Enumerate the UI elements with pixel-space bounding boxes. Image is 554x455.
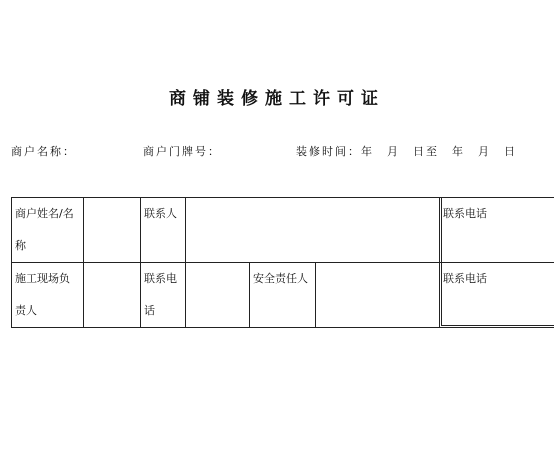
phone-header-text: 联系电话: [443, 207, 487, 220]
contact-phone-header: 联系电话: [141, 263, 186, 328]
decoration-period: [296, 144, 517, 160]
phone-header-2-text: 联系电话: [443, 272, 487, 285]
site-manager-header: 施工现场负责人: [12, 263, 84, 328]
site-manager-cell[interactable]: [84, 263, 141, 328]
contact-phone-cell[interactable]: [186, 263, 250, 328]
contact-person-cell[interactable]: [186, 198, 440, 263]
merchant-name-cell[interactable]: [84, 198, 141, 263]
contact-person-header: 联系人: [141, 198, 186, 263]
merchant-name-label: 商户名称：: [11, 145, 76, 158]
decoration-time-label: 装修时间：: [296, 145, 361, 158]
shop-number-label: 商户门牌号：: [143, 145, 221, 158]
phone-value-cell[interactable]: [441, 197, 554, 326]
safety-officer-header: 安全责任人: [250, 263, 316, 328]
merchant-name-header: 商户姓名/名称: [12, 198, 84, 263]
safety-officer-cell[interactable]: [316, 263, 440, 328]
date-range-text: 年 月 日至 年 月 日: [361, 145, 517, 158]
document-title: 商铺装修施工许可证: [169, 89, 385, 109]
